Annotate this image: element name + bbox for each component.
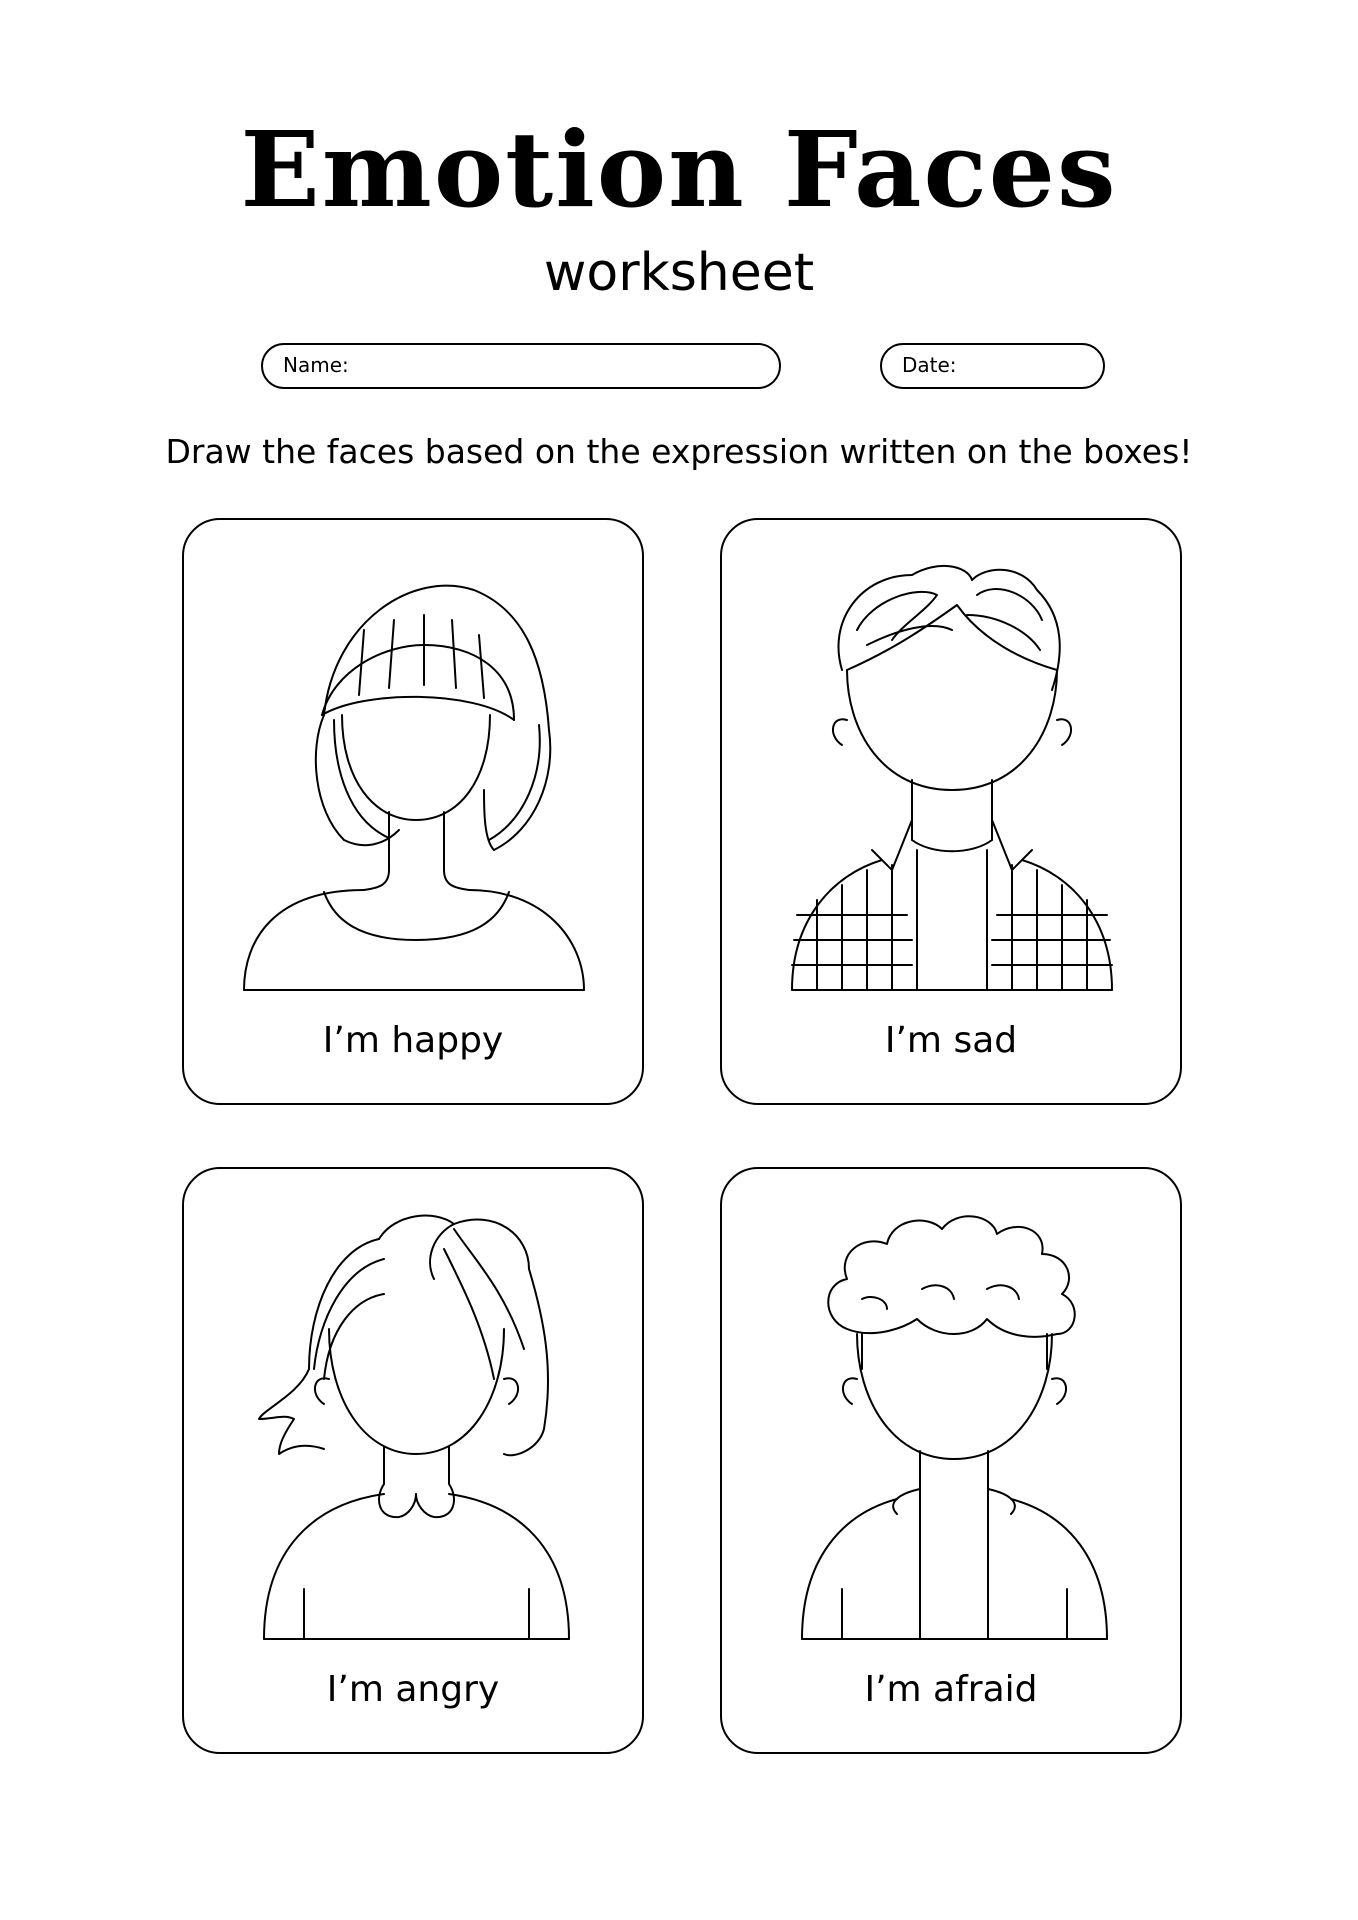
card-label: I’m sad (884, 1020, 1018, 1061)
card-label: I’m angry (326, 1669, 500, 1710)
card-label: I’m afraid (864, 1669, 1038, 1710)
girl-collar-shirt-icon (184, 1169, 646, 1649)
name-label: Name: (283, 353, 349, 377)
date-label: Date: (902, 353, 957, 377)
girl-bob-bangs-icon (184, 520, 646, 1000)
boy-curly-hair-icon (722, 1169, 1184, 1649)
emotion-card-afraid[interactable] (720, 1167, 1182, 1754)
date-field[interactable] (880, 343, 1105, 389)
boy-plaid-shirt-icon (722, 520, 1184, 1000)
instruction-text: Draw the faces based on the expression written on the boxes! (165, 432, 1193, 471)
page-subtitle: worksheet (543, 243, 815, 303)
emotion-card-sad[interactable] (720, 518, 1182, 1105)
emotion-card-happy[interactable] (182, 518, 644, 1105)
card-label: I’m happy (322, 1020, 504, 1061)
emotion-card-angry[interactable] (182, 1167, 644, 1754)
name-field[interactable] (261, 343, 781, 389)
page-title: Emotion Faces (240, 108, 1118, 231)
